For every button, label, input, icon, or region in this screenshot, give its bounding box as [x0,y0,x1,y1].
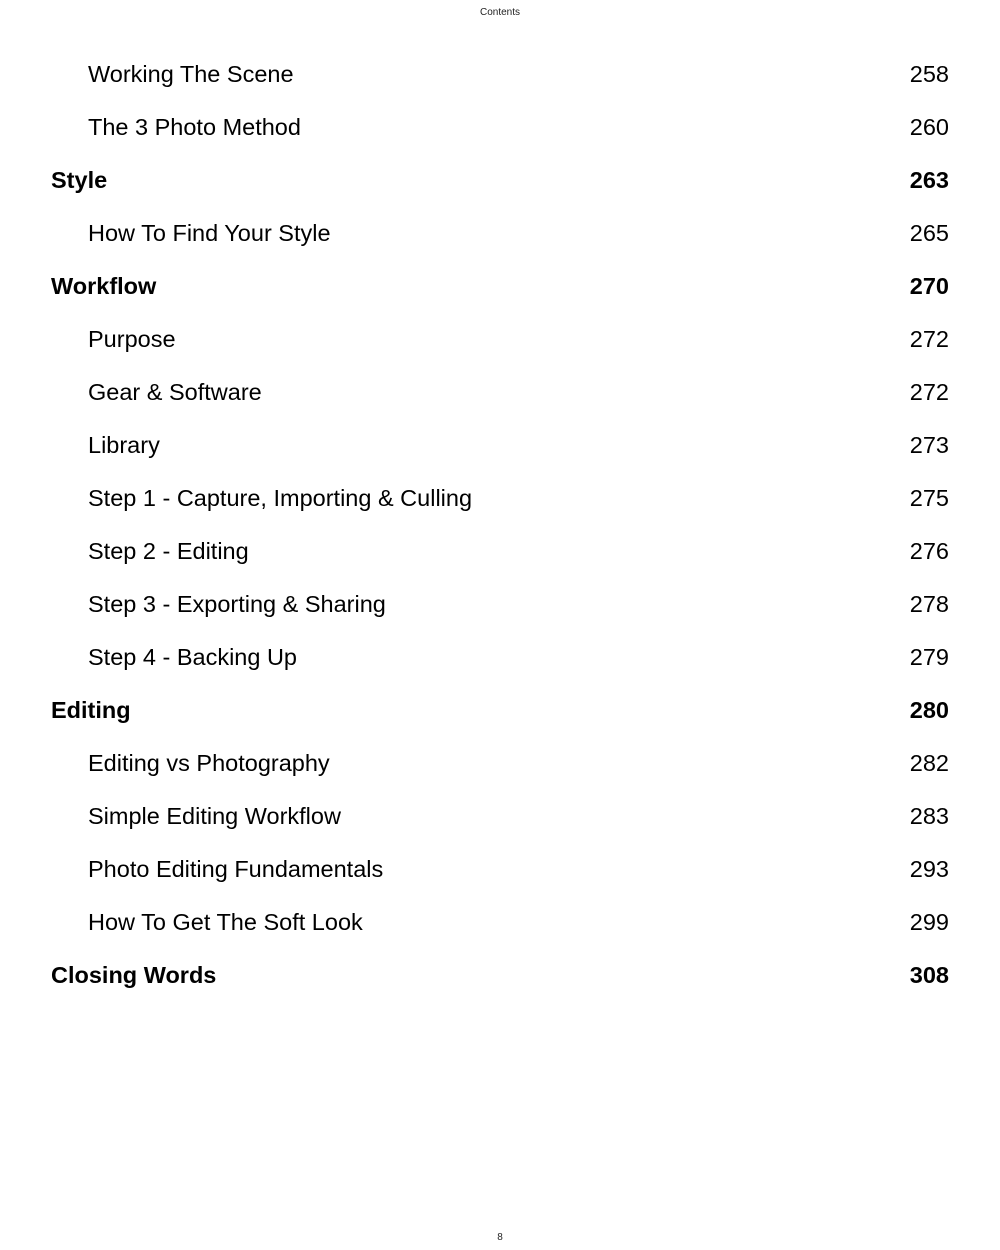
toc-entry-purpose[interactable] [51,313,949,366]
table-of-contents [51,48,949,1002]
toc-entry-step-2[interactable] [51,525,949,578]
toc-entry-how-to-find-your-style[interactable] [51,207,949,260]
toc-entry-page: 279 [909,643,949,670]
toc-entry-title: Editing vs Photography [88,749,330,776]
toc-entry-page: 283 [909,802,949,829]
toc-section-page: 308 [909,961,949,988]
toc-entry-page: 273 [909,431,949,458]
toc-section-page: 263 [909,166,949,193]
toc-entry-page: 272 [909,378,949,405]
toc-entry-working-the-scene[interactable] [51,48,949,101]
toc-entry-title: Step 3 - Exporting & Sharing [88,590,386,617]
toc-section-page: 270 [909,272,949,299]
toc-entry-title: Library [88,431,160,458]
running-header: Contents [479,7,521,18]
toc-section-title: Editing [51,696,131,723]
toc-entry-title: The 3 Photo Method [88,113,301,140]
toc-entry-title: How To Get The Soft Look [88,908,363,935]
toc-entry-title: Step 2 - Editing [88,537,249,564]
toc-entry-library[interactable] [51,419,949,472]
toc-section-workflow[interactable] [51,260,949,313]
toc-entry-the-3-photo-method[interactable] [51,101,949,154]
toc-entry-title: Purpose [88,325,176,352]
toc-section-title: Style [51,166,108,193]
toc-entry-how-to-get-the-soft-look[interactable] [51,896,949,949]
toc-entry-page: 272 [909,325,949,352]
toc-entry-step-1[interactable] [51,472,949,525]
toc-entry-page: 278 [909,590,949,617]
toc-entry-editing-vs-photography[interactable] [51,737,949,790]
toc-entry-title: Photo Editing Fundamentals [88,855,384,882]
toc-entry-title: Simple Editing Workflow [88,802,341,829]
toc-section-title: Closing Words [51,961,217,988]
toc-entry-page: 275 [909,484,949,511]
toc-entry-title: Step 1 - Capture, Importing & Culling [88,484,473,511]
toc-entry-page: 282 [909,749,949,776]
toc-section-page: 280 [909,696,949,723]
toc-entry-page: 276 [909,537,949,564]
page-number: 8 [497,1232,503,1243]
toc-entry-title: Gear & Software [88,378,262,405]
toc-entry-gear-and-software[interactable] [51,366,949,419]
toc-section-style[interactable] [51,154,949,207]
toc-entry-photo-editing-fundamentals[interactable] [51,843,949,896]
toc-entry-page: 260 [909,113,949,140]
toc-entry-simple-editing-workflow[interactable] [51,790,949,843]
toc-entry-step-3[interactable] [51,578,949,631]
toc-entry-step-4[interactable] [51,631,949,684]
toc-entry-page: 293 [909,855,949,882]
toc-entry-page: 265 [909,219,949,246]
toc-entry-page: 299 [909,908,949,935]
toc-entry-page: 258 [909,60,949,87]
toc-section-closing-words[interactable] [51,949,949,1002]
toc-entry-title: How To Find Your Style [88,219,331,246]
toc-entry-title: Working The Scene [88,60,294,87]
toc-section-editing[interactable] [51,684,949,737]
toc-section-title: Workflow [51,272,157,299]
toc-entry-title: Step 4 - Backing Up [88,643,297,670]
